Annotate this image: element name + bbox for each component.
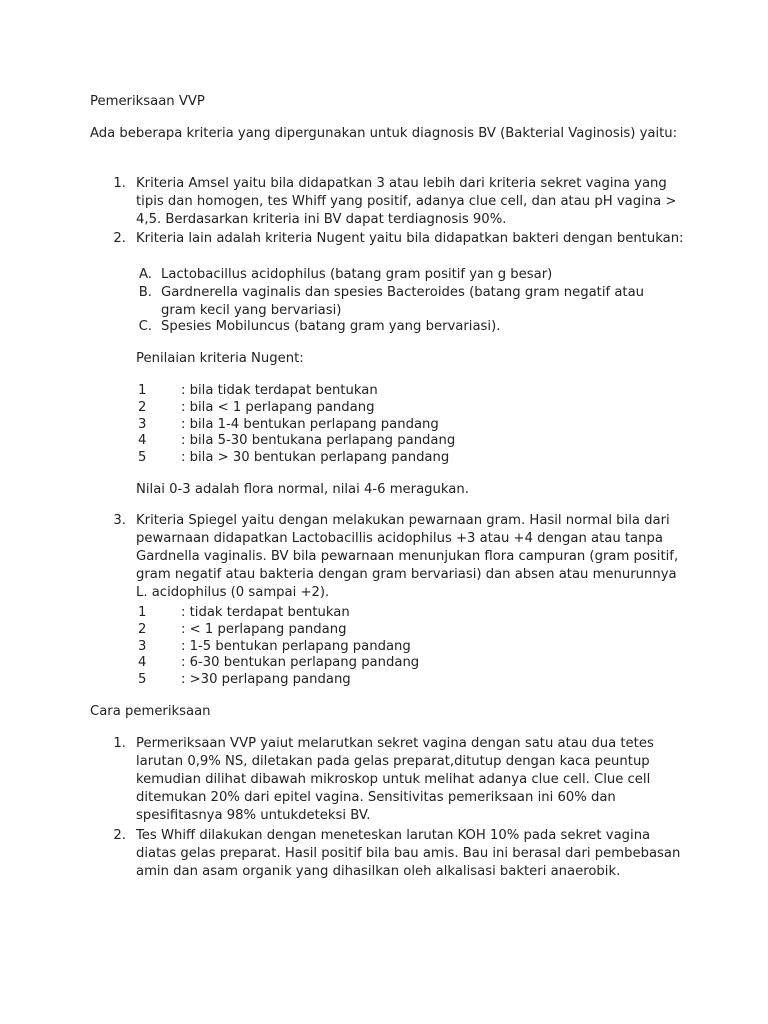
sub-item-c-letter: C.	[138, 319, 152, 334]
score-number: 4	[138, 655, 147, 670]
document-title: Pemeriksaan VVP	[90, 94, 205, 109]
criteria-item-2-number: 2.	[113, 231, 126, 246]
method-item-1-number: 1.	[113, 736, 126, 751]
score-description: : bila 5-30 bentukana perlapang pandang	[181, 433, 456, 448]
nugent-note: Nilai 0-3 adalah flora normal, nilai 4-6 meragukan.	[136, 482, 469, 497]
score-number: 1	[138, 605, 147, 620]
score-number: 1	[138, 383, 147, 398]
score-description: : bila < 1 perlapang pandang	[181, 400, 375, 415]
criteria-item-3-number: 3.	[113, 513, 126, 528]
score-number: 3	[138, 417, 147, 432]
score-description: : 1-5 bentukan perlapang pandang	[181, 639, 411, 654]
sub-item-b-text: Gardnerella vaginalis dan spesies Bacteroides (batang gram negatif atau gram kecil yang bervariasi)	[161, 285, 645, 318]
sub-item-a-text: Lactobacillus acidophilus (batang gram positif yan g besar)	[161, 267, 553, 282]
method-item-2-number: 2.	[113, 828, 126, 843]
sub-item-c-text: Spesies Mobiluncus (batang gram yang bervariasi).	[161, 319, 501, 334]
criteria-item-1-number: 1.	[113, 176, 126, 191]
score-description: : 6-30 bentukan perlapang pandang	[181, 655, 420, 670]
criteria-item-2-text: Kriteria lain adalah kriteria Nugent yaitu bila didapatkan bakteri dengan bentukan:	[136, 231, 684, 246]
intro-paragraph: Ada beberapa kriteria yang dipergunakan untuk diagnosis BV (Bakterial Vaginosis) yaitu:	[90, 126, 678, 141]
criteria-item-1-text: Kriteria Amsel yaitu bila didapatkan 3 atau lebih dari kriteria sekret vagina yang tipis dan homogen, tes Whiff yang positif, adanya clue cell, dan atau pH vagina > 4,5. Berdasarkan kriteria ini BV dapat terdiagnosis 90%.	[136, 176, 677, 227]
score-description: : bila tidak terdapat bentukan	[181, 383, 378, 398]
nugent-scoring-title: Penilaian kriteria Nugent:	[136, 351, 304, 366]
method-item-1-text: Permeriksaan VVP yaiut melarutkan sekret vagina dengan satu atau dua tetes larutan 0,9% NS, diletakan pada gelas preparat,ditutup dengan kaca peuntup kemudian dilihat dibawah mikroskop untuk melihat adanya clue cell. Clue cell ditemukan 20% dari epitel vagina. Sensitivitas pemeriksaan ini 60% dan spesifitasnya 98% untukdeteksi BV.	[136, 736, 654, 823]
score-number: 2	[138, 622, 147, 637]
method-section-title: Cara pemeriksaan	[90, 704, 211, 719]
score-description: : >30 perlapang pandang	[181, 672, 351, 687]
method-item-2-text: Tes Whiff dilakukan dengan meneteskan larutan KOH 10% pada sekret vagina diatas gelas preparat. Hasil positif bila bau amis. Bau ini berasal dari pembebasan amin dan asam organik yang dihasilkan oleh alkalisasi bakteri anaerobik.	[136, 828, 681, 879]
score-number: 2	[138, 400, 147, 415]
sub-item-a-letter: A.	[139, 267, 152, 282]
criteria-item-3-text: Kriteria Spiegel yaitu dengan melakukan pewarnaan gram. Hasil normal bila dari pewarnaan didapatkan Lactobacillis acidophilus +3 atau +4 dengan atau tanpa Gardnella vaginalis. BV bila pewarnaan menunjukan flora campuran (gram positif, gram negatif atau bakteria dengan gram bervariasi) dan absen atau menurunnya L. acidophilus (0 sampai +2).	[136, 513, 679, 600]
score-number: 5	[138, 672, 147, 687]
score-description: : < 1 perlapang pandang	[181, 622, 347, 637]
score-description: : bila > 30 bentukan perlapang pandang	[181, 450, 450, 465]
sub-item-b-letter: B.	[138, 285, 152, 300]
score-number: 3	[138, 639, 147, 654]
score-number: 4	[138, 433, 147, 448]
score-description: : tidak terdapat bentukan	[181, 605, 350, 620]
score-number: 5	[138, 450, 147, 465]
score-description: : bila 1-4 bentukan perlapang pandang	[181, 417, 439, 432]
